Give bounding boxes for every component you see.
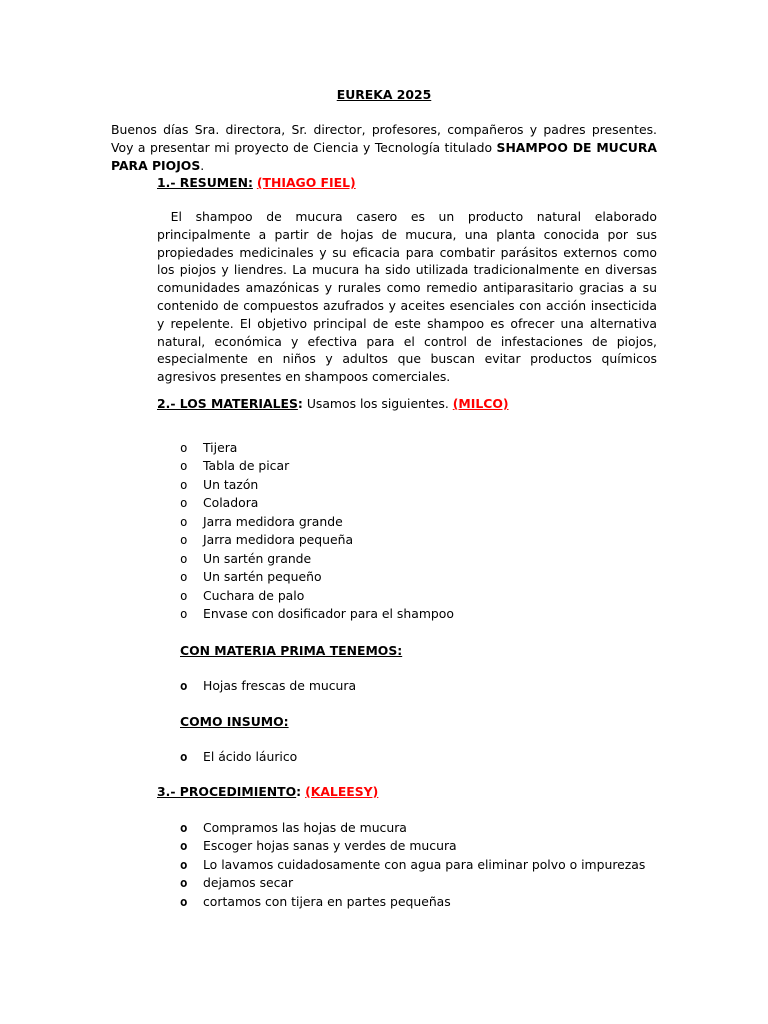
bullet-icon: o: [180, 587, 188, 603]
bullet-icon: o: [180, 476, 188, 492]
bullet-icon: o: [180, 875, 188, 891]
bullet-icon: o: [180, 550, 188, 566]
procedure-list: [180, 820, 645, 912]
section-text: Usamos los siguientes.: [302, 396, 453, 411]
bullet-icon: o: [180, 893, 188, 909]
intro-end: .: [200, 157, 205, 173]
bullet-icon: o: [180, 749, 188, 764]
section-label: 2.- LOS MATERIALES: [157, 396, 298, 411]
bullet-icon: o: [180, 513, 188, 529]
list-item: o Lo lavamos cuidadosamente con agua para eliminar polvo o impurezas: [180, 856, 646, 872]
section-author: (THIAGO FIEL): [256, 175, 356, 190]
project-name: SHAMPOO DE MUCURA PARA PIOJOS: [111, 139, 657, 173]
bullet-icon: o: [180, 838, 188, 854]
section-colon: :: [296, 784, 302, 799]
list-item: o Un sartén grande: [180, 550, 312, 566]
section-heading-procedure: [157, 784, 378, 800]
bullet-icon: o: [180, 678, 188, 693]
input-list: [180, 749, 297, 767]
list-item: o Coladora: [180, 495, 259, 511]
raw-material-list: [180, 678, 356, 696]
bullet-icon: o: [180, 495, 188, 511]
section-colon: :: [297, 396, 303, 411]
bullet-icon: o: [180, 605, 188, 621]
list-item: o Tabla de picar: [180, 458, 290, 474]
raw-material-heading: CON MATERIA PRIMA TENEMOS:: [180, 643, 403, 658]
bullet-icon: o: [180, 532, 188, 548]
list-item: o Hojas frescas de mucura: [180, 678, 357, 693]
intro-text: Buenos días Sra. directora, Sr. director, profesores, compañeros y padres presentes. Voy a presentar mi proyecto de Ciencia y Tecnología titulado: [111, 122, 657, 155]
document-title: EUREKA 2025: [336, 87, 432, 102]
bullet-icon: o: [180, 569, 188, 585]
section-author: (MILCO): [452, 396, 509, 411]
list-item: o Tijera: [180, 440, 238, 455]
section-heading-summary: [157, 175, 356, 191]
section-label: 3.- PROCEDIMIENTO: [157, 784, 297, 799]
list-item: o Compramos las hojas de mucura: [180, 820, 407, 835]
list-item: o Escoger hojas sanas y verdes de mucura: [180, 838, 457, 854]
list-item: o Un sartén pequeño: [180, 569, 322, 585]
input-heading: COMO INSUMO:: [180, 714, 289, 729]
bullet-icon: o: [180, 856, 188, 872]
section-label: 1.- RESUMEN:: [157, 175, 253, 190]
list-item: o Envase con dosificador para el shampoo: [180, 605, 454, 621]
bullet-icon: o: [180, 458, 188, 474]
materials-list: [180, 440, 454, 624]
list-item: o Jarra medidora grande: [180, 513, 343, 529]
list-item: o Jarra medidora pequeña: [180, 532, 354, 548]
list-item: o El ácido láurico: [180, 749, 298, 764]
section-heading-materials: [157, 396, 509, 412]
intro-paragraph: [111, 121, 657, 174]
list-item: o cortamos con tijera en partes pequeñas: [180, 893, 451, 909]
list-item: o Un tazón: [180, 476, 259, 492]
summary-paragraph: El shampoo de mucura casero es un producto natural elaborado principalmente a partir de hojas de mucura, una planta conocida por sus propiedades medicinales y su eficacia para combatir parásitos externos como los piojos y liendres. La mucura ha sido utilizada tradicionalmente en diversas comunidades amazónicas y rurales como remedio antiparasitario gracias a su contenido de compuestos azufrados y aceites esenciales con acción insecticida y repelente. El objetivo principal de este shampoo es ofrecer una alternativa natural, económica y efectiva para el control de infestaciones de piojos, especialmente en niños y adultos que buscan evitar productos químicos agresivos presentes en shampoos comerciales.: [157, 209, 661, 385]
bullet-icon: o: [180, 440, 188, 455]
section-author: (KALEESY): [305, 784, 379, 799]
list-item: o Cuchara de palo: [180, 587, 305, 603]
list-item: o dejamos secar: [180, 875, 294, 891]
bullet-icon: o: [180, 820, 188, 835]
